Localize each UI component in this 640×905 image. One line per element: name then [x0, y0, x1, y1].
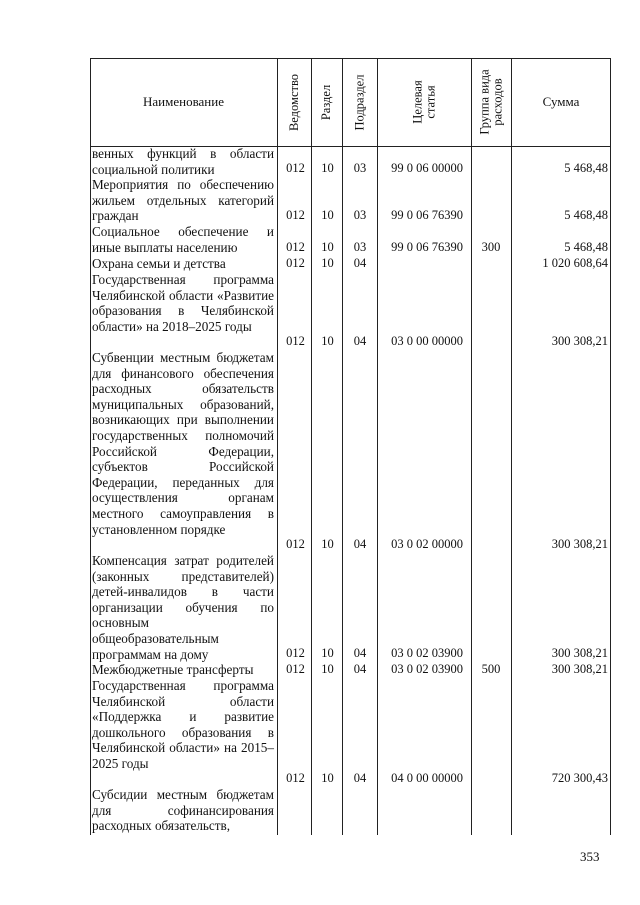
row-celevaya: 03 0 00 00000: [391, 334, 463, 348]
row-razdel: 10: [321, 771, 334, 785]
header-razdel: [312, 58, 342, 146]
row-vedomstvo: 012: [286, 537, 305, 551]
row-vedomstvo: 012: [286, 208, 305, 222]
header-razdel-text: Раздел: [319, 84, 334, 120]
row-name: Социальное обеспечение и иные выплаты населению: [92, 224, 274, 255]
header-celevaya-line1: Целевая: [410, 80, 425, 124]
row-razdel: 10: [321, 662, 334, 676]
row-summa: 300 308,21: [551, 662, 608, 676]
row-razdel: 10: [321, 256, 334, 270]
header-celevaya-line2: статья: [423, 85, 438, 119]
row-name: Межбюджетные трансферты: [92, 662, 254, 677]
row-podrazdel: 03: [353, 240, 367, 254]
row-gruppa: 300: [481, 240, 501, 254]
row-vedomstvo: 012: [286, 334, 305, 348]
row-razdel: 10: [321, 161, 334, 175]
row-razdel: 10: [321, 537, 334, 551]
header-podrazdel-text: Подраздел: [352, 74, 367, 130]
row-summa: 5 468,48: [564, 161, 608, 175]
header-vedomstvo-text: Ведомство: [287, 73, 301, 131]
row-podrazdel: 03: [353, 161, 367, 175]
row-celevaya: 03 0 02 03900: [391, 662, 463, 676]
row-podrazdel: 04: [353, 256, 367, 270]
row-razdel: 10: [321, 208, 334, 222]
row-vedomstvo: 012: [286, 646, 305, 660]
table-right-border: [610, 58, 611, 835]
row-summa: 5 468,48: [564, 208, 608, 222]
row-name: венных функций в области социальной политики: [92, 146, 274, 177]
row-celevaya: 03 0 02 00000: [391, 537, 463, 551]
header-podrazdel: [343, 58, 377, 146]
row-podrazdel: 04: [353, 771, 367, 785]
row-vedomstvo: 012: [286, 771, 305, 785]
row-vedomstvo: 012: [286, 256, 305, 270]
row-razdel: 10: [321, 646, 334, 660]
row-razdel: 10: [321, 334, 334, 348]
row-name: Государственная программа Челябинской области «Поддержка и развитие дошкольного образования в Челябинской области» на 2015–2025 годы: [92, 678, 274, 771]
table-left-border: [90, 58, 91, 835]
row-podrazdel: 03: [353, 208, 367, 222]
header-summa: [511, 58, 611, 146]
row-summa: 5 468,48: [564, 240, 608, 254]
row-summa: 300 308,21: [551, 646, 608, 660]
row-gruppa: 500: [481, 662, 501, 676]
row-name: Субвенции местным бюджетам для финансового обеспечения расходных обязательств муниципальных образований, возникающих при выполнении государственных полномочий Российской Федерации, субъектов Российской Федерации, переданных для осуществления органам местного самоуправления в установленном порядке: [92, 350, 274, 537]
header-name-text: Наименование: [143, 94, 224, 109]
row-razdel: 10: [321, 240, 334, 254]
row-name: Охрана семьи и детства: [92, 256, 226, 271]
row-summa: 720 300,43: [551, 771, 608, 785]
header-celevaya-text: [412, 80, 438, 123]
col-divider-name: [277, 58, 278, 835]
row-vedomstvo: 012: [286, 662, 305, 676]
header-name: [90, 58, 277, 146]
header-gruppa-text: [479, 69, 505, 134]
row-summa: 300 308,21: [551, 334, 608, 348]
row-vedomstvo: 012: [286, 161, 305, 175]
row-celevaya: 99 0 06 76390: [391, 208, 463, 222]
header-gruppa-line2: расходов: [490, 78, 505, 126]
row-podrazdel: 04: [353, 334, 367, 348]
row-celevaya: 03 0 02 03900: [391, 646, 463, 660]
row-name: Компенсация затрат родителей (законных представителей) детей-инвалидов в части организации обучения по основным общеобразовательным программам на дому: [92, 553, 274, 662]
row-summa: 1 020 608,64: [542, 256, 608, 270]
header-gruppa-line1: Группа вида: [477, 69, 492, 135]
row-celevaya: 99 0 06 00000: [391, 161, 463, 175]
header-vedomstvo: [278, 58, 311, 146]
header-celevaya: [378, 58, 471, 146]
row-podrazdel: 04: [353, 537, 367, 551]
row-podrazdel: 04: [353, 662, 367, 676]
row-celevaya: 04 0 00 00000: [391, 771, 463, 785]
budget-table: [90, 58, 611, 835]
header-summa-text: Сумма: [542, 94, 580, 109]
header-gruppa: [472, 58, 511, 146]
page-number: 353: [580, 849, 600, 864]
row-vedomstvo: 012: [286, 240, 305, 254]
row-podrazdel: 04: [353, 646, 367, 660]
row-summa: 300 308,21: [551, 537, 608, 551]
row-celevaya: 99 0 06 76390: [391, 240, 463, 254]
row-name: Субсидии местным бюджетам для софинансирования расходных обязательств,: [92, 787, 274, 834]
row-name: Мероприятия по обеспечению жильем отдельных категорий граждан: [92, 177, 274, 224]
row-name: Государственная программа Челябинской области «Развитие образования в Челябинской области» на 2018–2025 годы: [92, 272, 274, 334]
